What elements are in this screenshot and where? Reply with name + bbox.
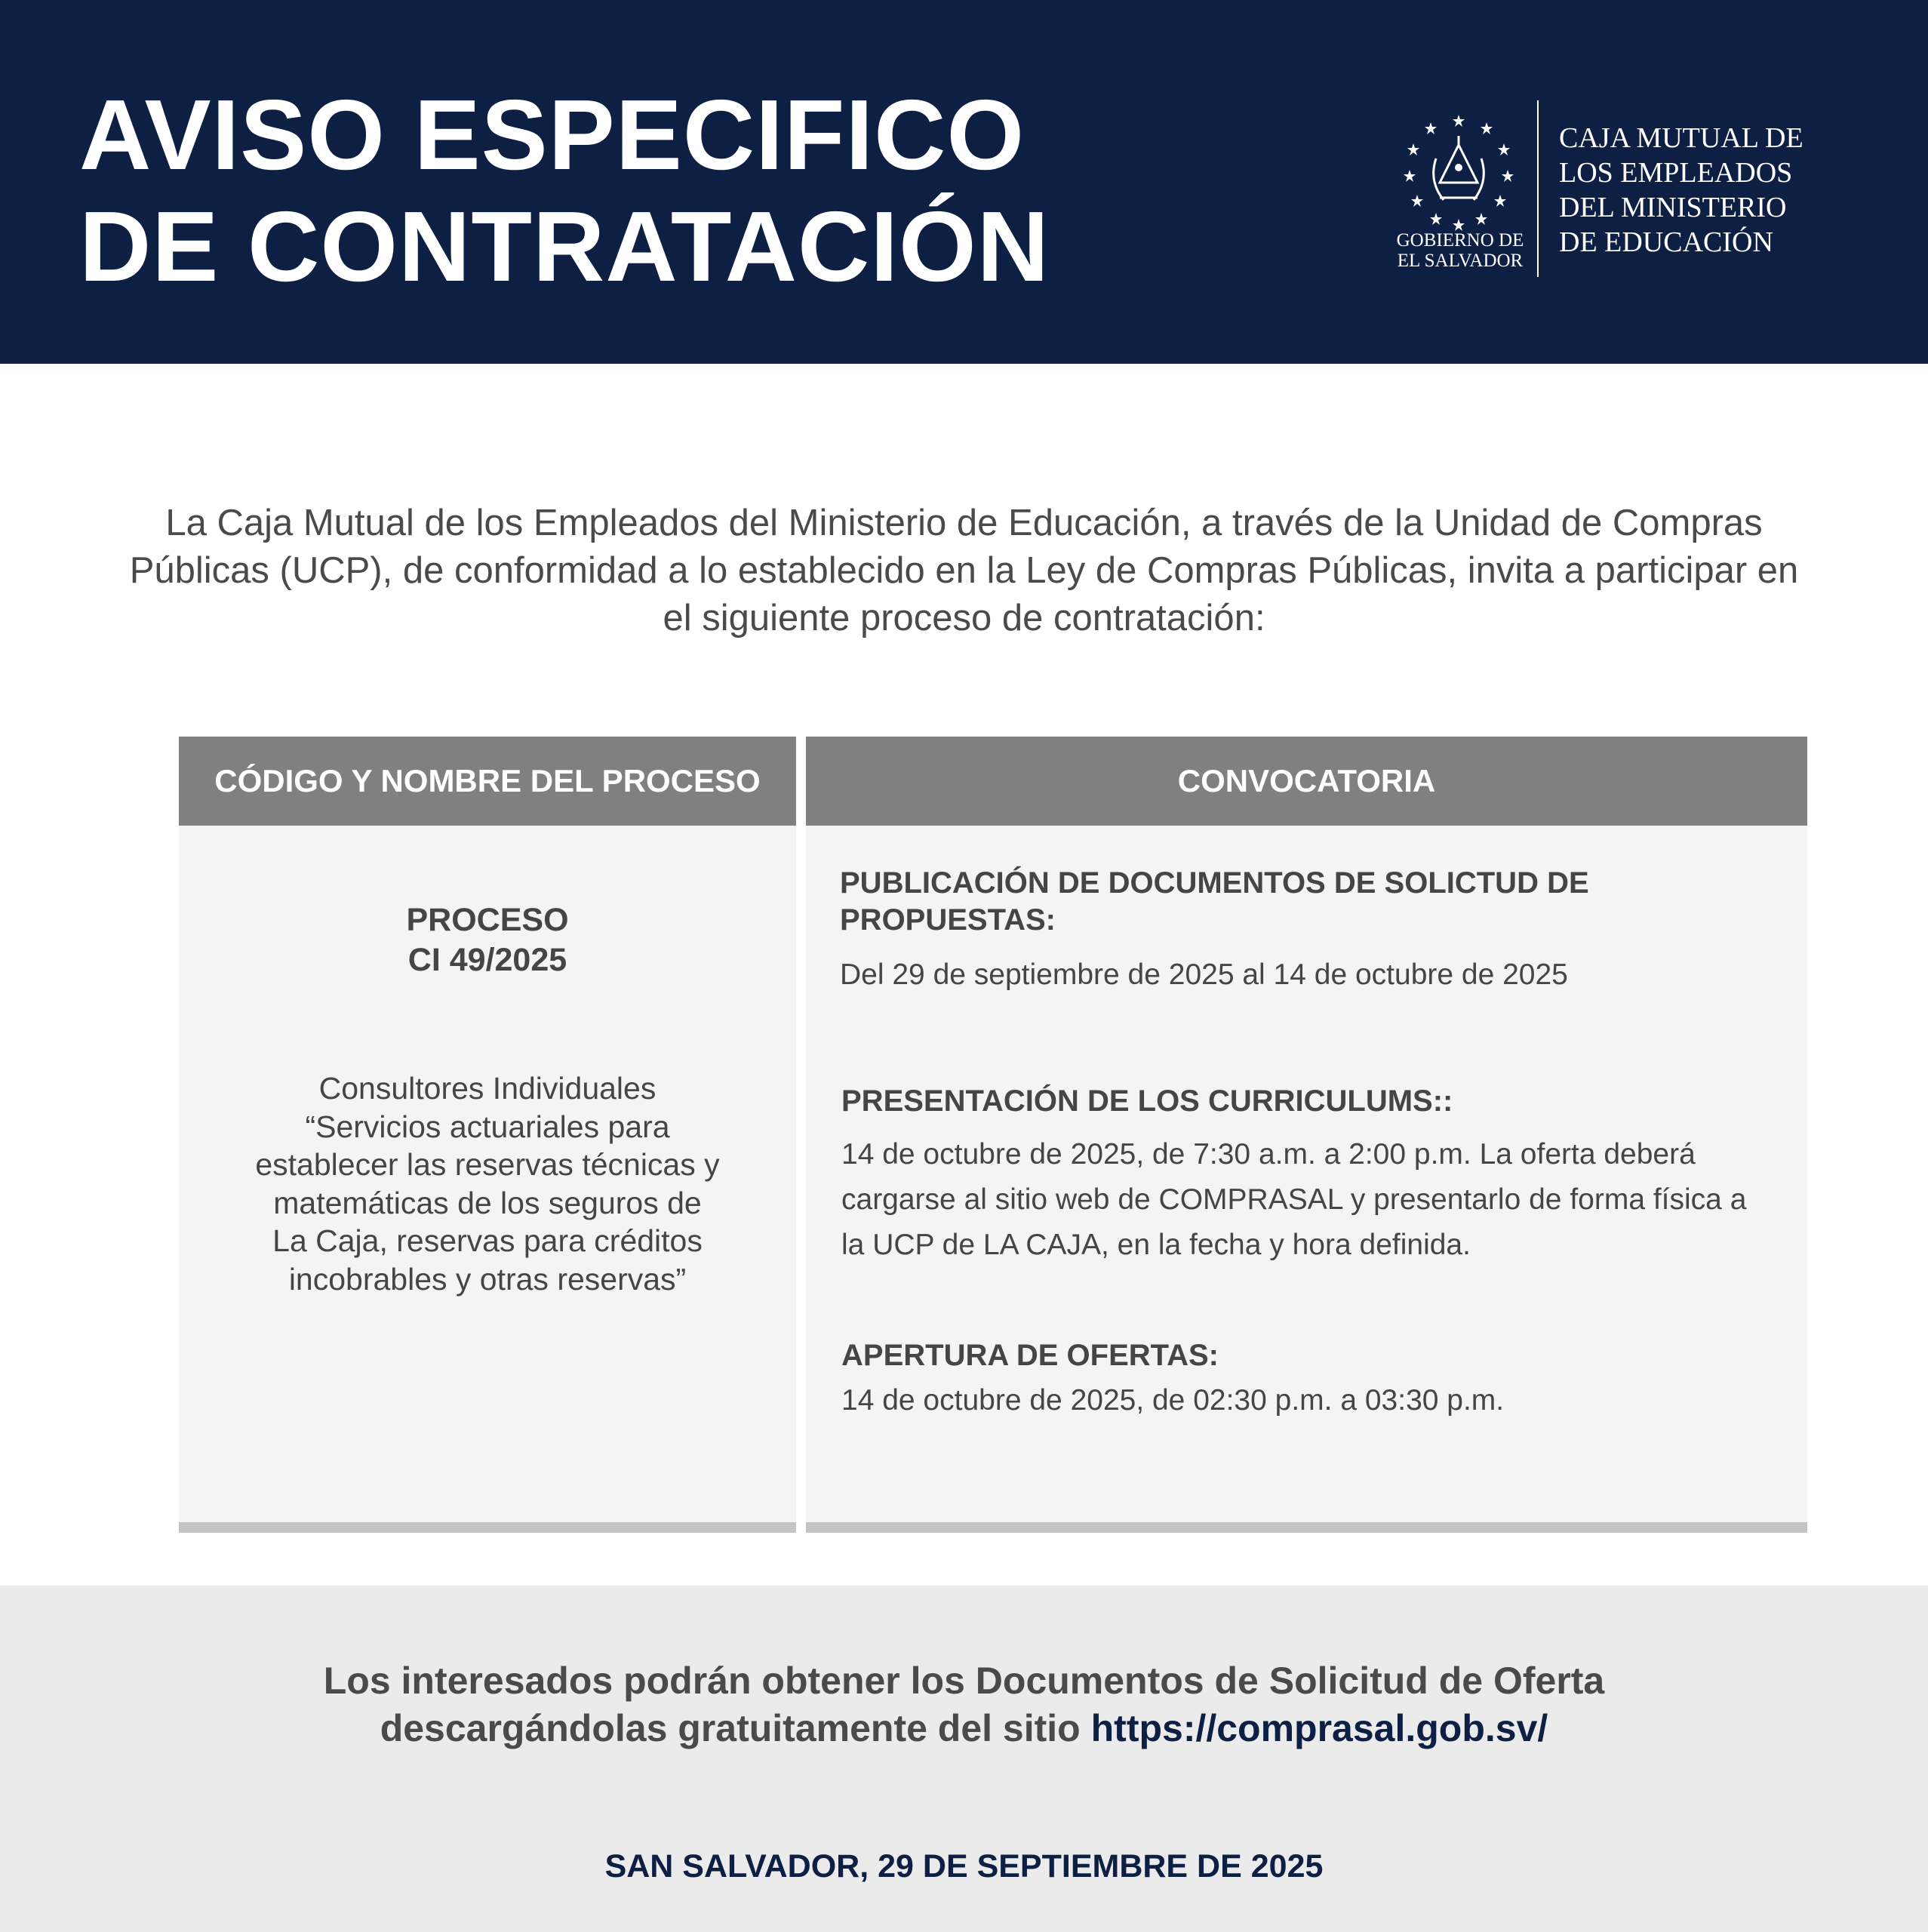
logo-divider: [1537, 100, 1539, 277]
process-cell-bottom-border: [179, 1522, 796, 1533]
convocatoria-cell-bottom-border: [806, 1522, 1807, 1533]
process-code: [179, 900, 796, 980]
publication-heading: PUBLICACIÓN DE DOCUMENTOS DE SOLICTUD DE PROPUESTAS:: [840, 866, 1589, 937]
title-line-2: DE CONTRATACIÓN: [79, 191, 1050, 302]
curriculum-details: 14 de octubre de 2025, de 7:30 a.m. a 2:00 p.m. La oferta deberá cargarse al sitio web de COMPRASAL y presentarlo de forma física a la UCP de LA CAJA, en la fecha y hora definida.: [841, 1138, 1747, 1261]
government-name: GOBIERNO DE EL SALVADOR: [1396, 230, 1524, 271]
el-salvador-coat-of-arms-icon: [1402, 113, 1515, 234]
page-title: [79, 79, 1050, 303]
process-number: CI 49/2025: [407, 942, 567, 978]
column-header-process: CÓDIGO Y NOMBRE DEL PROCESO: [179, 737, 796, 826]
organization-name: CAJA MUTUAL DE LOS EMPLEADOS DEL MINISTERIO DE EDUCACIÓN: [1559, 122, 1803, 258]
publication-dates: Del 29 de septiembre de 2025 al 14 de octubre de 2025: [840, 958, 1568, 991]
footer-notice: Los interesados podrán obtener los Documentos de Solicitud de Oferta descargándolas gratuitamente del sitio https://comprasal.gob.sv/: [323, 1660, 1605, 1749]
curriculum-heading: PRESENTACIÓN DE LOS CURRICULUMS::: [841, 1084, 1453, 1118]
opening-dates: 14 de octubre de 2025, de 02:30 p.m. a 03:30 p.m.: [841, 1384, 1505, 1417]
process-label: PROCESO: [406, 902, 569, 938]
opening-heading: APERTURA DE OFERTAS:: [841, 1339, 1219, 1372]
process-description: Consultores Individuales “Servicios actuariales para establecer las reservas técnicas y matemáticas de los seguros de La Caja, reservas para créditos incobrables y otras reservas”: [255, 1071, 720, 1297]
intro-paragraph: La Caja Mutual de los Empleados del Ministerio de Educación, a través de la Unidad de Compras Públicas (UCP), de conformidad a lo establecido en la Ley de Compras Públicas, invita a participar en el siguiente proceso de contratación:: [129, 503, 1799, 638]
title-line-1: AVISO ESPECIFICO: [79, 79, 1025, 190]
footer-date: SAN SALVADOR, 29 DE SEPTIEMBRE DE 2025: [604, 1848, 1324, 1884]
comprasal-link[interactable]: https://comprasal.gob.sv/: [1090, 1707, 1548, 1749]
column-header-convocatoria: CONVOCATORIA: [806, 737, 1807, 826]
